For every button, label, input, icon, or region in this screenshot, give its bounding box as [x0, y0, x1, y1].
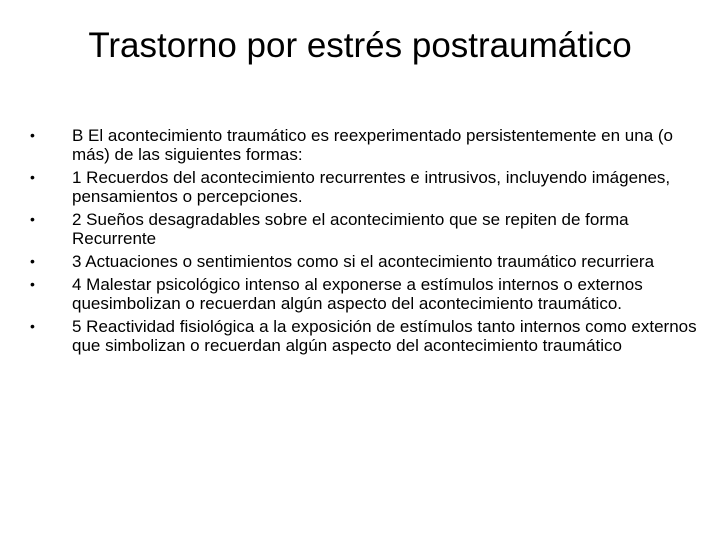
bullet-item-5 — [30, 317, 710, 355]
bullet-icon: • — [30, 318, 35, 334]
bullet-item-4 — [30, 275, 710, 313]
slide-title: Trastorno por estrés postraumático — [88, 26, 632, 65]
bullet-icon: • — [30, 169, 35, 185]
bullet-item-1 — [30, 168, 710, 206]
bullet-text: 5 Reactividad fisiológica a la exposición de estímulos tanto internos como externos que simbolizan o recuerdan algún aspecto del acontecimiento traumático — [72, 317, 697, 355]
bullet-item-b — [30, 126, 710, 164]
bullet-icon: • — [30, 276, 35, 292]
bullet-text: B El acontecimiento traumático es reexperimentado persistentemente en una (o más) de las siguientes formas: — [72, 126, 673, 164]
bullet-icon: • — [30, 253, 35, 269]
bullet-text: 1 Recuerdos del acontecimiento recurrentes e intrusivos, incluyendo imágenes, pensamientos o percepciones. — [72, 168, 671, 206]
bullet-text: 3 Actuaciones o sentimientos como si el acontecimiento traumático recurriera — [72, 252, 655, 271]
bullet-item-3 — [30, 252, 710, 271]
bullet-icon: • — [30, 127, 35, 143]
bullet-item-2 — [30, 210, 710, 248]
bullet-text: 4 Malestar psicológico intenso al exponerse a estímulos internos o externos quesimbolizan o recuerdan algún aspecto del acontecimiento traumático. — [72, 275, 643, 313]
bullet-icon: • — [30, 211, 35, 227]
bullet-list — [30, 126, 710, 359]
bullet-text: 2 Sueños desagradables sobre el acontecimiento que se repiten de forma Recurrente — [72, 210, 629, 248]
